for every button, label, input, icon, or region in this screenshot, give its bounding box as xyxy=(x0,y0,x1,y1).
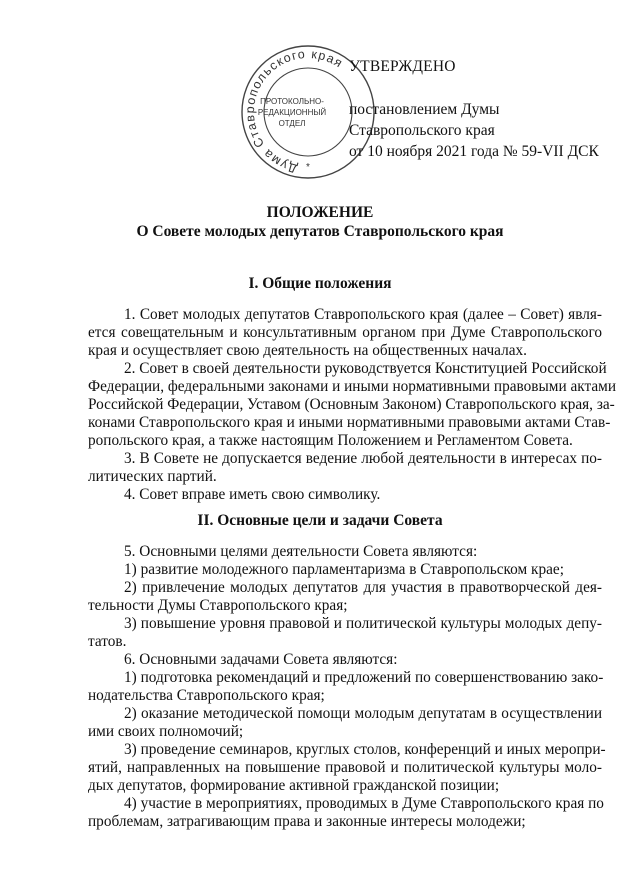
paragraph-line: литических партий. xyxy=(88,468,217,485)
stamp-inner-line-3: ОТДЕЛ xyxy=(278,119,306,128)
paragraph-line: 4) участие в мероприятиях, проводимых в Думе Ставропольского края по xyxy=(124,795,604,812)
paragraph-line: 3. В Совете не допускается ведение любой деятельности в интересах по- xyxy=(124,450,602,467)
paragraph-line: 1) развитие молодежного парламентаризма в Ставропольском крае; xyxy=(124,561,564,578)
paragraph-line: 2. Совет в своей деятельности руководствуется Конституцией Российской xyxy=(124,360,607,377)
paragraph-line: татов. xyxy=(88,633,127,650)
paragraph-line: 3) повышение уровня правовой и политической культуры молодых депу- xyxy=(124,615,602,632)
stamp-ring-text: Дума Ставропольского края xyxy=(242,46,346,176)
paragraph-line: тельности Думы Ставропольского края; xyxy=(88,597,348,614)
paragraph-line: 3) проведение семинаров, круглых столов, конференций и иных меропри- xyxy=(124,741,606,758)
paragraph-line: ется совещательным и консультативным органом при Думе Ставропольского xyxy=(88,324,602,341)
paragraph-line: 1. Совет молодых депутатов Ставропольского края (далее – Совет) явля- xyxy=(124,306,602,323)
document-title: ПОЛОЖЕНИЕ xyxy=(266,204,374,221)
paragraph-line: края и осуществляет свою деятельность на общественных началах. xyxy=(88,342,527,359)
stamp-inner-line-1: ПРОТОКОЛЬНО- xyxy=(260,97,324,106)
paragraph-line: нодательства Ставропольского края; xyxy=(88,687,325,704)
stamp-star: * xyxy=(306,162,310,173)
paragraph-line: 4. Совет вправе иметь свою символику. xyxy=(124,486,381,503)
paragraph-line: Федерации, федеральными законами и иными нормативными правовыми актами xyxy=(88,378,617,395)
section-heading-2: II. Основные цели и задачи Совета xyxy=(197,512,443,529)
approval-line-1: постановлением Думы xyxy=(349,101,500,118)
paragraph-line: 2) привлечение молодых депутатов для участия в правотворческой дея- xyxy=(124,579,602,596)
document-subtitle: О Совете молодых депутатов Ставропольского края xyxy=(136,223,504,240)
paragraph-line: 2) оказание методической помощи молодым депутатам в осуществлении xyxy=(124,705,602,722)
paragraph-line: 5. Основными целями деятельности Совета являются: xyxy=(124,543,478,560)
approval-line-2: Ставропольского края xyxy=(349,122,495,139)
paragraph-line: дых депутатов, формирование активной гражданской позиции; xyxy=(88,777,500,794)
paragraph-line: ропольского края, а также настоящим Положением и Регламентом Совета. xyxy=(88,432,573,449)
paragraph-line: ими своих полномочий; xyxy=(88,723,244,740)
paragraph-line: конами Ставропольского края и иными нормативными правовыми актами Став- xyxy=(88,414,611,431)
section-heading-1: I. Общие положения xyxy=(248,275,392,292)
stamp-inner-line-2: РЕДАКЦИОННЫЙ xyxy=(257,108,327,117)
approval-title: УТВЕРЖДЕНО xyxy=(349,58,456,75)
paragraph-line: проблемам, затрагивающим права и законные интересы молодежи; xyxy=(88,813,526,830)
approval-block xyxy=(349,56,599,162)
approval-line-3: от 10 ноября 2021 года № 59-VII ДСК xyxy=(349,143,599,160)
paragraph-line: ятий, направленных на повышение правовой и политической культуры моло- xyxy=(88,759,602,776)
paragraph-line: 6. Основными задачами Совета являются: xyxy=(124,651,398,668)
paragraph-line: 1) подготовка рекомендаций и предложений по совершенствованию зако- xyxy=(124,669,604,686)
paragraph-line: Российской Федерации, Уставом (Основным Законом) Ставропольского края, за- xyxy=(88,396,615,413)
